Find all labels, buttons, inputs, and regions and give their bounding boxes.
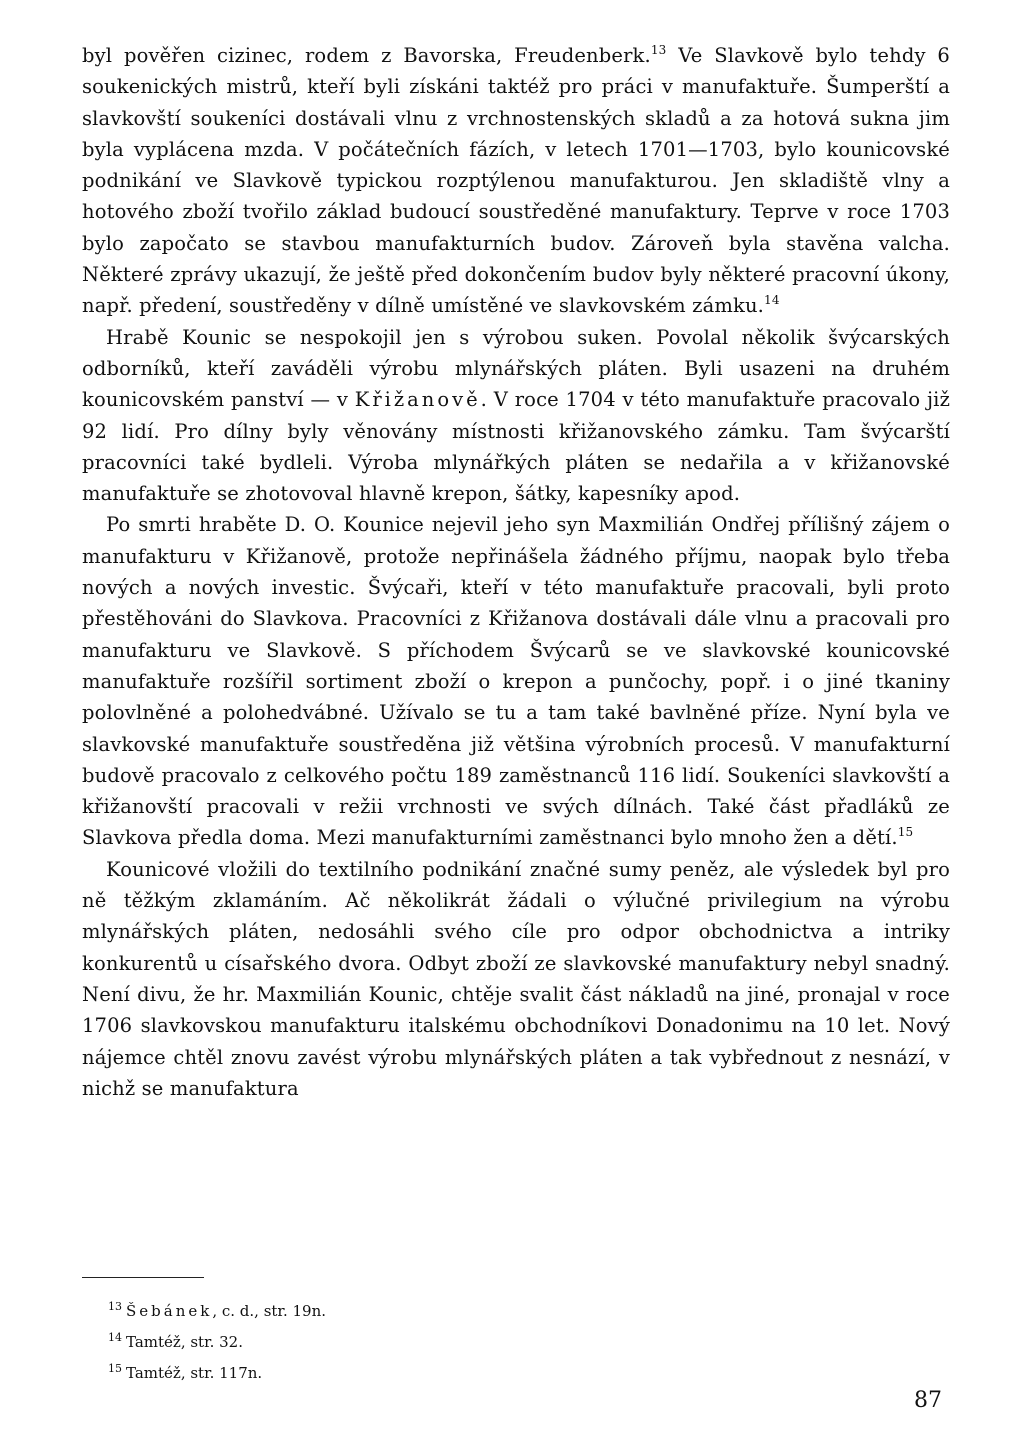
footnote-ref-13: 13: [650, 43, 667, 57]
footnote-number: 13: [108, 1300, 122, 1313]
paragraph-4-text: Kounicové vložili do textilního podnikání značné sumy peněz, ale výsledek byl pro ně těžkým zklamáním. Ač několikrát žádali o výlučné privilegium na výrobu mlynářských pláten, nedosáhli svého cíle pro odpor obchodnictva a intriky konkurentů u císařského dvora. Odbyt zboží ze slavkovské manufaktury nebyl snadný. Není divu, že hr. Maxmilián Kounic, chtěje svalit část nákladů na jiné, pronajal v roce 1706 slavkovskou manufakturu italskému obchodníkovi Donadonimu na 10 let. Nový nájemce chtěl znovu zavést výrobu mlynářských pláten a tak vybřednout z nesnází, v nichž se manufaktura: [82, 857, 950, 1100]
body-text: [82, 40, 950, 1104]
document-page: [82, 40, 950, 1104]
footnote-number: 14: [108, 1331, 122, 1344]
footnote-ref-14: 14: [764, 293, 780, 308]
footnote-text: Tamtéž, str. 117n.: [126, 1364, 263, 1382]
paragraph-2: [82, 322, 950, 510]
paragraph-1: [82, 40, 950, 322]
footnote-13: [108, 1296, 326, 1327]
footnotes: [108, 1296, 326, 1389]
footnote-text: Tamtéž, str. 32.: [126, 1333, 243, 1351]
footnote-15: [108, 1358, 326, 1389]
paragraph-2-spaced-word: Křižanově: [354, 388, 481, 412]
footnote-number: 15: [108, 1362, 122, 1375]
footnote-author: Šebánek: [126, 1302, 213, 1320]
paragraph-3-text: Po smrti hraběte D. O. Kounice nejevil jeho syn Maxmilián Ondřej přílišný zájem o manufakturu v Křižanově, protože nepřinášela žádného příjmu, naopak bylo třeba nových a nových investic. Švýcaři, kteří v této manufaktuře pracovali, byli proto přestěhováni do Slavkova. Pracovníci z Křižanova dostávali dále vlnu a pracovali pro manufakturu ve Slavkově. S příchodem Švýcarů se ve slavkovské kounicovské manufaktuře rozšířil sortiment zboží o krepon a punčochy, popř. i o jiné tkaniny polovlněné a polohedvábné. Užívalo se tu a tam také bavlněné příze. Nyní byla ve slavkovské manufaktuře soustředěna již většina výrobních procesů. V manufakturní budově pracovalo z celkového počtu 189 zaměstnanců 116 lidí. Soukeníci slavkovští a křižanovští pracovali v režii vrchnosti ve svých dílnách. Také část přadláků ze Slavkova předla doma. Mezi manufakturními zaměstnanci bylo mnoho žen a dětí.: [82, 513, 950, 850]
footnote-ref-15: 15: [897, 825, 914, 840]
paragraph-1-text-a: byl pověřen cizinec, rodem z Bavorska, Freudenberk.: [82, 44, 651, 67]
footnote-text: , c. d., str. 19n.: [212, 1302, 327, 1320]
paragraph-3: [82, 509, 950, 853]
footnote-14: [108, 1327, 326, 1358]
footnote-divider: [82, 1277, 204, 1278]
page-number: 87: [914, 1388, 942, 1413]
paragraph-1-text-b: Ve Slavkově bylo tehdy 6 soukenických mistrů, kteří byli získáni taktéž pro práci v manufaktuře. Šumperští a slavkovští soukeníci dostávali vlnu z vrchnostenských skladů a za hotová sukna jim byla vyplácena mzda. V počátečních fázích, v letech 1701—1703, bylo kounicovské podnikání ve Slavkově typickou rozptýlenou manufakturou. Jen skladiště vlny a hotového zboží tvořilo základ budoucí soustředěné manufaktury. Teprve v roce 1703 bylo započato se stavbou manufakturních budov. Zároveň byla stavěna valcha. Některé zprávy ukazují, že ještě před dokončením budov byly některé pracovní úkony, např. předení, soustředěny v dílně umístěné ve slavkovském zámku.: [82, 44, 950, 318]
paragraph-4: [82, 854, 950, 1104]
paragraph-2-text-b: . V roce 1704 v této manufaktuře pracovalo již 92 lidí. Pro dílny byly věnovány místnosti křižanovského zámku. Tam švýcarští pracovníci také bydleli. Výroba mlynářkých pláten se nedařila a v křižanovské manufaktuře se zhotovoval hlavně krepon, šátky, kapesníky apod.: [82, 388, 950, 506]
paragraph-2-text-a: Hrabě Kounic se nespokojil jen s výrobou suken. Povolal několik švýcarských odborníků, kteří zaváděli výrobu mlynářských pláten. Byli usazeni na druhém kounicovském panství — v: [82, 325, 950, 412]
